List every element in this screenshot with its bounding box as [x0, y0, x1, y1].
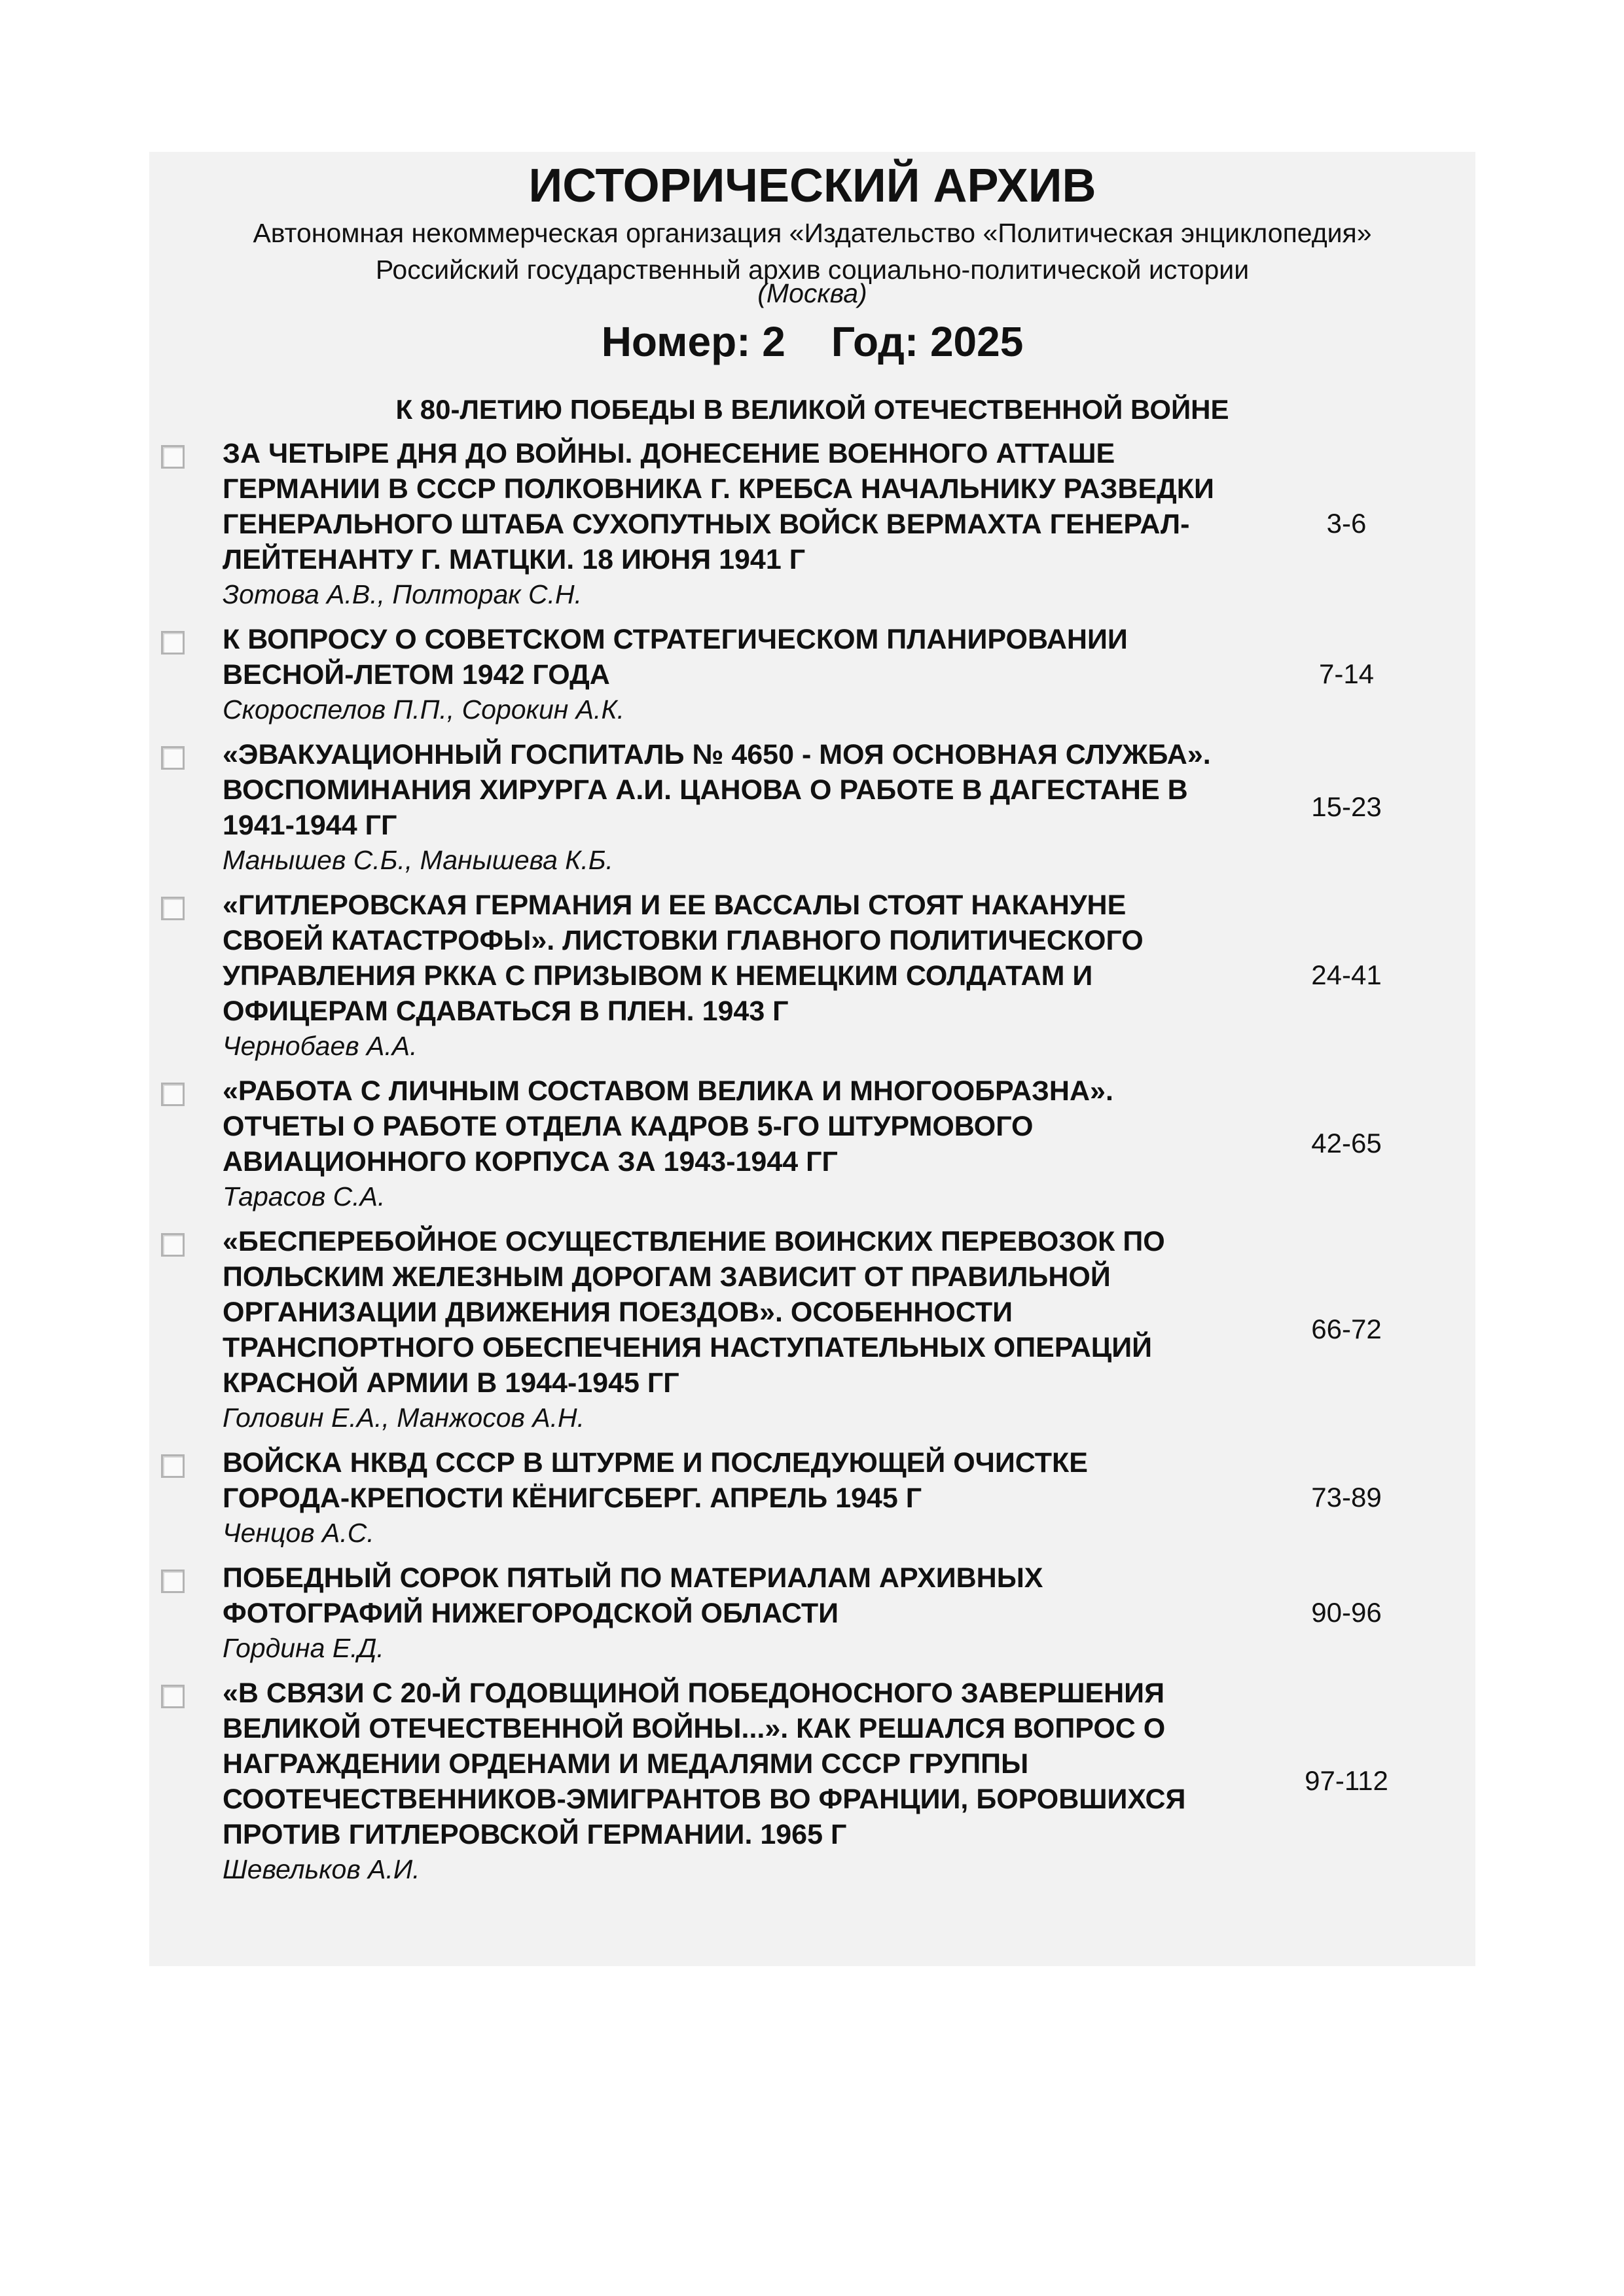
article-pages: 3-6 — [1326, 508, 1367, 539]
article-list — [149, 436, 1475, 1897]
article-title[interactable]: «ЭВАКУАЦИОННЫЙ ГОСПИТАЛЬ № 4650 - МОЯ ОСНОВНАЯ СЛУЖБА». ВОСПОМИНАНИЯ ХИРУРГА А.И. ЦАНОВА О РАБОТЕ В ДАГЕСТАНЕ В 1941-1944 ГГ — [223, 739, 1211, 841]
article-pages: 90-96 — [1311, 1597, 1382, 1628]
article-title[interactable]: К ВОПРОСУ О СОВЕТСКОМ СТРАТЕГИЧЕСКОМ ПЛАНИРОВАНИИ ВЕСНОЙ-ЛЕТОМ 1942 ГОДА — [223, 624, 1128, 691]
article-entry — [149, 1073, 1475, 1213]
select-checkbox[interactable] — [161, 746, 185, 770]
select-checkbox[interactable] — [161, 1454, 185, 1478]
article-entry — [149, 1560, 1475, 1665]
article-pages: 42-65 — [1311, 1128, 1382, 1158]
article-authors: Головин Е.А., Манжосов А.Н. — [223, 1403, 585, 1433]
article-entry — [149, 737, 1475, 877]
article-entry — [149, 1676, 1475, 1886]
select-checkbox[interactable] — [161, 445, 185, 469]
issue-year: Год: 2025 — [831, 318, 1024, 365]
select-checkbox[interactable] — [161, 1233, 185, 1257]
article-authors: Ченцов А.С. — [223, 1518, 374, 1548]
select-checkbox[interactable] — [161, 1685, 185, 1708]
article-entry — [149, 1224, 1475, 1435]
article-authors: Чернобаев А.А. — [223, 1031, 418, 1061]
article-authors: Скороспелов П.П., Сорокин А.К. — [223, 694, 624, 725]
article-authors: Шевельков А.И. — [223, 1854, 420, 1884]
issue-info — [149, 315, 1475, 368]
select-checkbox[interactable] — [161, 897, 185, 920]
article-authors: Зотова А.В., Полторак С.Н. — [223, 579, 582, 609]
select-checkbox[interactable] — [161, 631, 185, 655]
article-entry — [149, 1445, 1475, 1550]
article-title[interactable]: «ГИТЛЕРОВСКАЯ ГЕРМАНИЯ И ЕЕ ВАССАЛЫ СТОЯТ НАКАНУНЕ СВОЕЙ КАТАСТРОФЫ». ЛИСТОВКИ ГЛАВНОГО ПОЛИТИЧЕСКОГО УПРАВЛЕНИЯ РККА С ПРИЗЫВОМ К НЕМЕЦКИМ СОЛДАТАМ И ОФИЦЕРАМ СДАВАТЬСЯ В ПЛЕН. 1943 Г — [223, 889, 1144, 1027]
contents-panel — [149, 152, 1475, 1966]
article-authors: Манышев С.Б., Манышева К.Б. — [223, 845, 613, 875]
journal-title: ИСТОРИЧЕСКИЙ АРХИВ — [528, 160, 1096, 212]
publisher-name: Автономная некоммерческая организация «Издательство «Политическая энциклопедия» — [253, 218, 1372, 248]
article-pages: 7-14 — [1318, 658, 1375, 689]
article-title[interactable]: «В СВЯЗИ С 20-Й ГОДОВЩИНОЙ ПОБЕДОНОСНОГО ЗАВЕРШЕНИЯ ВЕЛИКОЙ ОТЕЧЕСТВЕННОЙ ВОЙНЫ...». КАК РЕШАЛСЯ ВОПРОС О НАГРАЖДЕНИИ ОРДЕНАМИ И МЕДАЛЯМИ СССР ГРУППЫ СООТЕЧЕСТВЕННИКОВ-ЭМИГРАНТОВ ВО ФРАНЦИИ, БОРОВШИХСЯ ПРОТИВ ГИТЛЕРОВСКОЙ ГЕРМАНИИ. 1965 Г — [223, 1677, 1186, 1850]
article-title[interactable]: «БЕСПЕРЕБОЙНОЕ ОСУЩЕСТВЛЕНИЕ ВОИНСКИХ ПЕРЕВОЗОК ПО ПОЛЬСКИМ ЖЕЛЕЗНЫМ ДОРОГАМ ЗАВИСИТ ОТ ПРАВИЛЬНОЙ ОРГАНИЗАЦИИ ДВИЖЕНИЯ ПОЕЗДОВ». ОСОБЕННОСТИ ТРАНСПОРТНОГО ОБЕСПЕЧЕНИЯ НАСТУПАТЕЛЬНЫХ ОПЕРАЦИЙ КРАСНОЙ АРМИИ В 1944-1945 ГГ — [223, 1226, 1165, 1399]
section-heading: К 80-ЛЕТИЮ ПОБЕДЫ В ВЕЛИКОЙ ОТЕЧЕСТВЕННОЙ ВОЙНЕ — [395, 394, 1229, 425]
article-pages: 24-41 — [1311, 960, 1382, 990]
article-pages: 15-23 — [1311, 791, 1382, 822]
article-title[interactable]: ВОЙСКА НКВД СССР В ШТУРМЕ И ПОСЛЕДУЮЩЕЙ ОЧИСТКЕ ГОРОДА-КРЕПОСТИ КЁНИГСБЕРГ. АПРЕЛЬ 1945 Г — [223, 1447, 1088, 1514]
article-title[interactable]: ПОБЕДНЫЙ СОРОК ПЯТЫЙ ПО МАТЕРИАЛАМ АРХИВНЫХ ФОТОГРАФИЙ НИЖЕГОРОДСКОЙ ОБЛАСТИ — [223, 1562, 1043, 1629]
article-title[interactable]: «РАБОТА С ЛИЧНЫМ СОСТАВОМ ВЕЛИКА И МНОГООБРАЗНА». ОТЧЕТЫ О РАБОТЕ ОТДЕЛА КАДРОВ 5-ГО ШТУРМОВОГО АВИАЦИОННОГО КОРПУСА ЗА 1943-1944 ГГ — [223, 1075, 1113, 1177]
issue-number: Номер: 2 — [601, 318, 785, 365]
article-pages: 66-72 — [1311, 1314, 1382, 1344]
city: (Москва) — [757, 278, 867, 308]
article-authors: Тарасов С.А. — [223, 1181, 386, 1211]
article-title[interactable]: ЗА ЧЕТЫРЕ ДНЯ ДО ВОЙНЫ. ДОНЕСЕНИЕ ВОЕННОГО АТТАШЕ ГЕРМАНИИ В СССР ПОЛКОВНИКА Г. КРЕБСА НАЧАЛЬНИКУ РАЗВЕДКИ ГЕНЕРАЛЬНОГО ШТАБА СУХОПУТНЫХ ВОЙСК ВЕРМАХТА ГЕНЕРАЛ-ЛЕЙТЕНАНТУ Г. МАТЦКИ. 18 ИЮНЯ 1941 Г — [223, 438, 1214, 575]
article-pages: 73-89 — [1311, 1482, 1382, 1513]
article-authors: Гордина Е.Д. — [223, 1633, 384, 1663]
article-entry — [149, 622, 1475, 726]
select-checkbox[interactable] — [161, 1083, 185, 1106]
article-pages: 97-112 — [1305, 1765, 1388, 1796]
article-entry — [149, 436, 1475, 611]
select-checkbox[interactable] — [161, 1570, 185, 1593]
archive-name: Российский государственный архив социально-политической истории — [375, 255, 1250, 285]
article-entry — [149, 888, 1475, 1063]
